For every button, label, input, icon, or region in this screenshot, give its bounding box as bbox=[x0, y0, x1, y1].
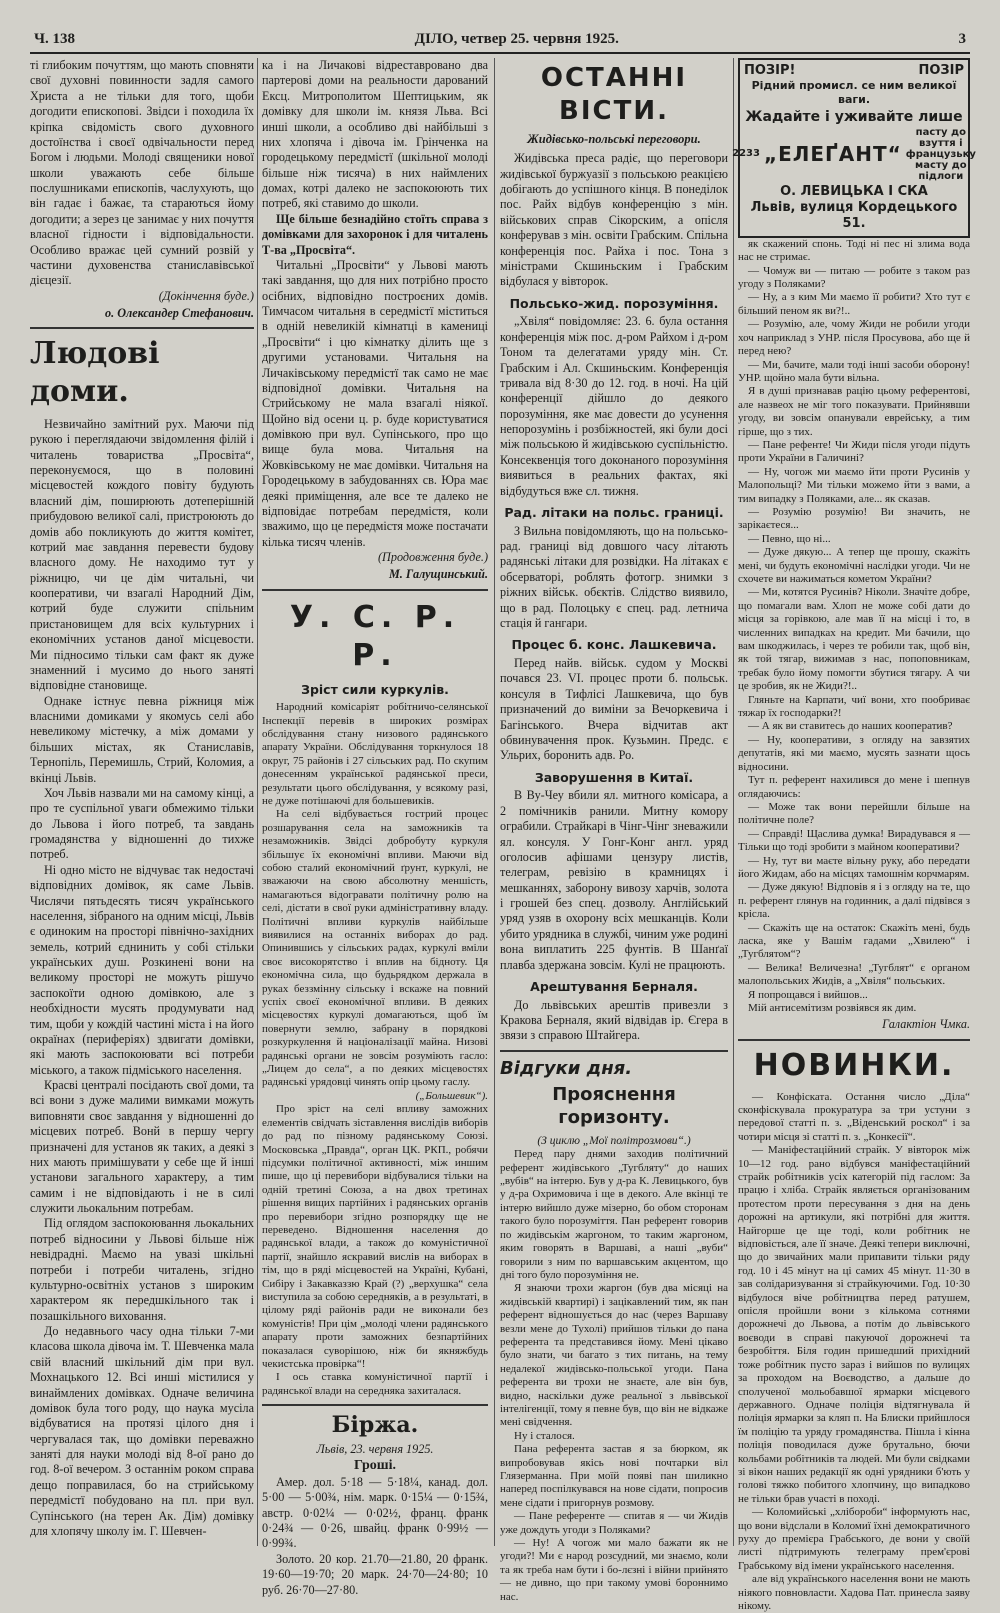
article-author: М. Галущинський. bbox=[388, 567, 488, 582]
section-divider bbox=[738, 1039, 970, 1041]
ad-address: Львів, вулиця Кордецького 51. bbox=[750, 200, 958, 232]
article-paragraph: — Ну! А чогож ми мало бажати як не угоди?! Ми є народ розсудний, ми знаємо, коли та як треба нам бути і бо-лєзні і війни прийнято — не дивно, що при такому умові бороннимо нас. bbox=[500, 1537, 728, 1603]
column-2 bbox=[262, 58, 488, 1597]
news-brief: але від українського населення вони не мають ніякого повновласти. Хадова Пат. принесла заяву нікому. bbox=[738, 1573, 970, 1613]
section-headline: Відгуки дня. bbox=[500, 1057, 633, 1079]
ad-brand: „ЕЛЕҐАНТ“ bbox=[763, 141, 902, 166]
column-1 bbox=[30, 58, 254, 1546]
section-divider bbox=[500, 1050, 728, 1052]
column-4 bbox=[732, 58, 976, 1613]
dialogue-line: — Дуже дякую... А тепер ще прошу, скажіть мені, чи будуть економічні наслідки угоди. Чи не схочете ви нажиматься кометом України? bbox=[738, 546, 970, 585]
section-headline: ОСТАННІ ВІСТИ. bbox=[540, 63, 688, 126]
dialogue-line: — Певно, що ні... bbox=[748, 532, 831, 545]
news-item-headline: Арештування Берналя. bbox=[530, 978, 698, 994]
news-item-text: Жидівська преса радіє, що переговори жидівської буржуазії з польською реакцією добігають до успішного кінця. В понеділок пос. Райх відбув конференцію з мін. військових справ Сікорским, а опісля конферував з мін. освіти Грабским. Спільна конференція пос. Райха і пос. Тона з міністрами Скшиньским і Грабским відбулася у вівторок. bbox=[500, 151, 728, 289]
section-divider bbox=[262, 1404, 488, 1406]
ad-attention-right: ПОЗІР bbox=[918, 63, 964, 78]
ad-tagline: Рідний промисл. се ним великої ваги. bbox=[751, 79, 957, 107]
section-divider bbox=[262, 589, 488, 591]
article-paragraph: Ще більше безнадійно стоїть справа з домівками для захоронок і для читалень Т-ва „Просвіта“. bbox=[262, 211, 488, 257]
newspaper-title-date: ДІЛО, четвер 25. червня 1925. bbox=[414, 31, 619, 47]
ad-attention-left: ПОЗІР! bbox=[744, 63, 796, 78]
dialogue-line: як скажений спонь. Тоді ні пес ні злима вода нас не стримає. bbox=[738, 237, 970, 264]
page-number: 3 bbox=[958, 31, 966, 47]
ad-company: О. ЛЕВИЦЬКА І СКА bbox=[780, 183, 928, 199]
news-item-text: „Хвіля“ повідомляє: 23. 6. була остання конференція між пос. д-ром Райхом і д-ром Тоном та делегатами уряду мін. Ст. Грабским і Ал. Скшиньским. Конференція тривала від 8·30 до 12. год. в ночі. На цій конференції дійшло до деякого порозуміння, яке має довести до усунення непорозумінь і розбіжностей, які були досі між польською й жидівською суспільністю. Консеквенція того доконаного порозуміння виявиться в реальних фактах, які відбудуться вже сл. тижня. bbox=[500, 314, 728, 498]
dialogue-line: — Ми, котятся Русинів? Ніколи. Значіте добре, що помагали вам. Хлоп не може собі дати до місця за горівкою, але мав її на місці і то, в численних випадках на кредит. Ми бачили, що вам шкоджилась, і через те робили так, щоб він, як той тягар, вижимав з нас, попоповникам, требак було йому помогти збутися тягару. А чи це зробив, як не Жиди?!.. bbox=[738, 586, 970, 693]
masthead bbox=[30, 26, 970, 54]
dialogue-line: — Скажіть ще на остаток: Скажіть мені, будь ласка, яке у Вашім гадами „Хвилею“ і „Тугблятом“? bbox=[738, 921, 970, 961]
issue-number: Ч. 138 bbox=[34, 31, 76, 47]
article-paragraph: На селі відбувається гострий процес розшарування села на заможників та незаможників. Звідсі добробуту куркуля збільшує їх економічні впливи. Маючи від собою сталий економічний ґрунт, куркулі, не зважаючи на свою абсолютну меншість, намагаються відогравати політичну ролю на селі, дістати в свої руки адміністративну владу. Політичні впливи куркулів найбільше виявилися на останніх виборах до рад. Опинившись у сільських радах, куркулі вміли своє високорятство і вплив на бідноту. Ця економічна сила, що будьрядком держала в руках беззмінну сільську і вскаже на повний успіх своєї економічної впливи. В деяких місцевостях куркулі домагаються, щоб їм повернути землю, забрану в порядкові розкуркулення й націоналізації майна. Низові радянські органи не зовсім розуміють гасло: „Лицем до села“, а по деяких місцевостях радянські урядовці чинять опір цьому гаслу. bbox=[262, 808, 488, 1089]
ad-product-note: пасту до взуття і французьку масту до підлоги bbox=[905, 126, 976, 182]
to-be-continued-note: (Докінчення буде.) bbox=[158, 288, 254, 303]
dialogue-line: Мій антисемітизм розвіявся як дим. bbox=[748, 1002, 917, 1014]
dialogue-line: — Ну, тут ви маєте вільну руку, або передати його Жидам, або на місцях тамошнім корчмарям. bbox=[738, 854, 970, 880]
article-paragraph: Красві централі посідають свої доми, та всі вони з дуже малими вимками можуть виповняти своє завдання у відношенні до місцевих потреб. Вонй в першу чергу призначені для установ як таких, а деякі з них мають примішувати у себе ще й інші установи загального характеру, а тим самим і не відповідають і не в силі служити льокальним потребам. bbox=[30, 1078, 254, 1216]
dialogue-line: — Пане рефенте! Чи Жиди після угоди підуть проти України в Галичині? bbox=[738, 438, 970, 465]
dialogue-line: — Велика! Величезна! „Тугблят“ є органом малопольських Жидів, а „Хвіля“ польських. bbox=[738, 961, 970, 988]
exchange-date: Львів, 23. червня 1925. bbox=[316, 1441, 434, 1456]
news-item-text: З Вильна повідомляють, що на польсько-рад. границі від довшого часу літають радянські літаки для розвідки. На літаках є обсерваторі, роблять фотогр. знимки з ріжних військ. обєктів. Слідство виявило, що в рад. Полоцьку є спец. рад. летнича стація й гангари. bbox=[500, 523, 728, 630]
news-brief: — Маніфестаційний страйк. У вівторок між 10—12 год. рано відбувся маніфестаційний страйк робітників усіх категорій під гаслом: За працю і хліба. Страйк являється організованим протестом проти пересування з дня на день дорожні на артикули, які потрібні для життя. Найгорше це ще тоді, коли робітник не відповісться, але її значе. Деякі тепери виключні, що до звичайних мали припавити тільки ряду год. 10 і 45 мінут на ці самих 45 мінут. 11·30 в зав солідаризування зі страйкуючими. Год. 10·30 відбулося віче робітництва перед ратушем, опісля пройшли вони з кількома сотнями дорожнечі до Львова, а потім до львівського воєводи в справі пакуючої дорожнечі та безробіття. Біля годин пришедший прихідний тоже робітник пусто зараз і вийшов по вулицях за проходом на Воєводство, а дальше до сполученої мольобавшої ярмарки місцевого державного. Одначе поліція відтягнувала й поліція ярмарки за кляп п. На Блиски прийшлося їм поліцію та уряду громадянства. Пішла і кінна поліція поводилася дуже брутально, бючи кольбами робітників та людей. Ми були свідками зі вікон наших редакції як одні урядники б'ють у голові тяжко побитого хлопчину, що випадково не тільки брав участі в поході. bbox=[738, 1144, 970, 1505]
article-paragraph: Хоч Львів назвали ми на самому кінці, а про те суспільної уваги обмежимо тільки до Львова і його потреб, та завдань громадянства у відношенні до тихже потреб. bbox=[30, 785, 254, 862]
news-item-headline: Польсько-жид. порозуміння. bbox=[509, 295, 719, 311]
article-paragraph: Про зріст на селі впливу заможних елементів свідчать зіставлення вислідів виборів до рад по пізному радянському Союзі. Московська „Правда“, орган ЦК. РКП., робячи підсумки політичної активності, між иншим пише, що ці перевибори відбувалися тільки на одній третині Союза, а на двох третинах рішення вищих партійних і радянських органів про перевибори згідно розпорядку ще не переведено. Відношення населення до радянської влади, а також до комуністичної партії, знайшло яскравий вислів на виборах в тім, що в ряді місцевостей на Україні, Кубані, Сибіру і Закавказзю Край (?) „верхушка“ села виступила за собою середняків, а в результаті, в цілому ряді районів ради не виконали без комуністів! При цім „молоді члени радянського апарату проти заможних безпартійних показалася суворішою, ніж би якняжбудь чекистська провірка“! bbox=[262, 1103, 488, 1370]
news-item-headline: Процес б. конс. Лашкевича. bbox=[511, 637, 717, 653]
feuilleton-author: Галактіон Чмка. bbox=[882, 1017, 970, 1032]
feuilleton-headline: Прояснення горизонту. bbox=[552, 1084, 676, 1129]
article-paragraph: До недавнього часу одна тільки 7-ми класова школа дівоча ім. Т. Шевченка мала свій власний шкільний дім при вул. Мохнацького 12. Всі инші містилися у винаймлених домівках. Одначе величина домівок була того роду, що наука мусіла відбуватися на протязі цілого дня і чергувалася так, що домівки переважно заняті для науки молоді від 8-ої рано до год. 8-ої вечером. З останнім роком справа дещо поправилася, бо на стрийському передмістї побудовано на пл. при вул. Супінського (на терен Ак. Дім) домівку для хлопячу школу ім. Г. Шевчен- bbox=[30, 1324, 254, 1538]
article-paragraph: — Пане референте — спитав я — чи Жидів уже дождуть угоди з Поляками? bbox=[500, 1510, 728, 1536]
dialogue-line: — Чомуж ви — питаю — робите з таком раз угоду з Поляками? bbox=[738, 264, 970, 291]
article-paragraph: Під оглядом заспокоювання льокальних потреб відносини у Львові більше ніж невідрадні. Маємо на увазі шкільні потреби і потреби читалень, згідно культурно-освітніх установ з широким характером як передшкільного так і позашкільного виховання. bbox=[30, 1216, 254, 1323]
dialogue-continuation bbox=[738, 238, 970, 1016]
source-note: („Большевик“). bbox=[415, 1089, 488, 1102]
article-paragraph: Народний комісаріят робітничо-селянської Інспекції перевів в широких розмірах обслідування стану низового радянського апарату України. Обслідування торкнулося 18 округ, 75 районів і 27 сільських рад. По скупим донесенням української радянської преси, результати цього обслідування, у всякому разі, не дуже потішаючі для большевиків. bbox=[262, 701, 488, 807]
article-paragraph: Читальні „Просвіти“ у Львові мають такі завдання, що для них потрібно просто осібних, відповідно построєних домів. Тимчасом читальня в середмістї міститься в одній невеликій кімнатці в камениці „Просвіти“ і цю кімнатку ділить ще з другими установами. Читальня на Личаківському передмістї так само не має відповідної домівки. Читальня на Стрийському не мала взагалі ніякої. Щойно від осени ц. р. буде користуватися домівкою при вул. Супінського, про що вище була мова. Читальня на Жовківському не має домівки. Читальня на Городецькому в забудованнях св. Юра має деякі приміщення, але все те далеко не відповідає потребам передмістя, коли зважимо, що це передмістя може постачати кілька тисяч членів. bbox=[262, 257, 488, 549]
dialogue-line: — Дуже дякую! Відповів я і з огляду на те, що п. референт глянув на годинник, а далі підвівся з крісла. bbox=[738, 881, 970, 921]
article-headline: Людові доми. bbox=[30, 336, 160, 410]
dialogue-line: Тут п. референт нахилився до мене і шепнув оглядаючись: bbox=[738, 774, 970, 800]
to-be-continued-note: (Продовження буде.) bbox=[378, 550, 488, 564]
article-paragraph: Перед пару днями заходив політичний референт жидівського „Тугбляту“ до наших „вубів“ на інтерю. Був у д-ра К. Левицького, був у д-ра Охримовича і ще в декого. Але вкінці те інтерю вийшло дуже мізерно, бо обом сторонам такого було порозуміття. Пан референт говорив по жидівськім жаргоном, то таким жаргоном, яким говорять в Варшаві, а наші „вуби“ говорили з ним по варшавським акцентом, що дні того було порозуміння не. bbox=[500, 1148, 728, 1281]
article-paragraph: Ну і сталося. bbox=[514, 1429, 575, 1442]
article-paragraph: ка і на Личакові відреставровано два партерові доми на реальности дарований Ексц. Митрополитом Шептицьким, як домівку для школи ім. князя Льва. Всі инші школи, а особливо дві найбільші з них хлопяча і дівоча ім. Грінченка на городецькому передмістї (шкільної молоді більше ніж тисяча) в них наймлених домах, котрі далеко не заспокоюють тих потреб, які ставимо до школи. bbox=[262, 58, 488, 211]
news-brief: — Конфіската. Остання число „Діла“ сконфіскувала прокуратура за три устуни з передової статті п. з. „Віденський роскол“ і за чотири місця зі статті п. з. „Конкесії“. bbox=[738, 1090, 970, 1143]
article-paragraph: І ось ставка комуністичної партії і радянської влади на середняка захиталася. bbox=[262, 1371, 488, 1397]
news-item-text: Перед найв. військ. судом у Москві почався 23. VI. процес проти б. польськ. консуля в Тифлісі Лашкевича, що був призначений до виміни за Вечоркевича і Багінського. Вчера відчитав акт обвинувачення прок. Кузьмин. Предс. є Ульрих, боронить адв. Ро. bbox=[500, 656, 728, 763]
section-headline: Біржа. bbox=[331, 1412, 419, 1439]
advertisement bbox=[732, 58, 976, 238]
dialogue-line: — Може так вони перейшли більше на політичне поле? bbox=[738, 800, 970, 827]
section-headline: У. С. Р. Р. bbox=[289, 599, 461, 673]
dialogue-line: Гляньте на Карпати, чиї вони, хто пообриває тяжар їх господарки?! bbox=[738, 693, 970, 720]
dialogue-line: — Розумію, але, чому Жиди не робили угоди хоч наприклад з УНР. після Просувова, або ще й перед нею? bbox=[738, 318, 970, 358]
dialogue-line: — Ми, бачите, мали тоді інші засоби оборону! УНР. щойно мала бути вільна. bbox=[738, 358, 970, 384]
news-brief: — Коломийські „хлібороби“ інформують нас, що вони відслали в Коломиї їхні демократичного руху до премієра Грабського, де вони у своїй листі підтримують телеграму прем'єрові Грабському від імени українського населення. bbox=[738, 1506, 970, 1572]
dialogue-line: — Ну, кооперативи, з огляду на завзятих депутатів, які ми маємо, мусять зазнати щось відносини. bbox=[738, 733, 970, 773]
column-divider bbox=[494, 58, 495, 1546]
news-item-text: В Ву-Чеу вбили ял. митного комісара, а 2 помічників ранили. Митну комору ограбили. Страйкарі в Чінг-Чінг зневажили ял. консуля. У Гонг-Конг англ. уряд оголосив афішами цензуру листів, телеграм, ревізію в крамницях і мешканнях, заборону вивозу харчів, золота і грошей без спец. дозволу. Англійський уряд узяв в охорону всіх мешканців. Коли убито урядника в службі, чиним уже родині вона виплатить 225 фунтів. В Шанґаї плавба здержана зовсім. Кулі не працюють. bbox=[500, 788, 728, 972]
section-headline: НОВИНКИ. bbox=[753, 1047, 955, 1083]
column-divider bbox=[257, 58, 258, 1546]
ad-call-to-action: Жадайте і уживайте лише bbox=[745, 109, 963, 126]
article-author: о. Олександер Стефанович. bbox=[105, 306, 254, 320]
article-paragraph: ті глибоким почуттям, що мають сповняти свої духовні повинности задля самого Христа а не тільки для того, щоби догодити епископові. Звідси і походила їх кріпка свідомість свого духовного достоїнства і своєї одвічальности перед Богом і людьми. Молоді священики нової школи уважають себе більше послушниками епископів, часлухують, що він гадає і бажає, та стараються йому догодити; а зерез це занимає у них почуття власної гідности і відповідальности. Особливо вражає цей сумний розвій у частини духовенства станиславівської дієцезії. bbox=[30, 58, 254, 288]
news-item-headline: Рад. літаки на польс. границі. bbox=[504, 504, 724, 520]
section-divider bbox=[30, 327, 254, 329]
news-item-text: До львівських арештів привезли з Кракова Берналя, який відвідав ір. Єгера в звязи з справою Штайгера. bbox=[500, 997, 728, 1043]
exchange-subheadline: Гроші. bbox=[353, 1458, 397, 1474]
dialogue-line: — Ну, а з ким Ми маємо її робити? Хто тут є більший пеном як ви?!.. bbox=[738, 291, 970, 317]
exchange-rates-gold: Золото. 20 кор. 21.70—21.80, 20 франк. 19·60—19·70; 20 марк. 24·70—24·80; 10 руб. 26·70—27·80. bbox=[262, 1551, 488, 1597]
ad-code: 2233 bbox=[732, 147, 760, 159]
dialogue-line: — Розумію розумію! Ви значить, не зарікаєтеся... bbox=[738, 505, 970, 532]
dialogue-line: Я в душі признавав рацію цьому референтові, але назвеох не міг того показувати. Прийнявши угоду, ви зовсім опанували еврейську, а тим гірше, що з тих. bbox=[738, 385, 970, 438]
article-paragraph: Однаке істнує певна ріжниця між власними домиками у якомусь селі або невеликому містечку, а між домами у більших містах, як Станиславів, Тернопіль, Перемишль, Стрий, Коломия, а вкінці Львів. bbox=[30, 693, 254, 785]
news-item-headline: Жидівсько-польські переговори. bbox=[527, 131, 701, 146]
article-paragraph: Ні одно місто не відчуває так недостачі відповідних домівок, як саме Львів. Числячи пятьдесять тисяч українського населення, зібраного на одним місці, Львів є одиноким на просторі північно-західних земель, котрий єднинить у собі стільки українських душ. Розкинені вони на великому просторі не можуть рішучо заспокоїти одною домівкою, але з необхідности мусять продумувати над тим, щоби у кождій частині міста і на його окраїнах (периферіях) здвигати домівки, які мають заспокоювати всі потреби міського, а також підміського населення. bbox=[30, 862, 254, 1077]
exchange-rates-money: Амер. дол. 5·18 — 5·18¼, канад. дол. 5·00 — 5·00¾, нім. марк. 0·15¼ — 0·15¾, австр. 0·02¼ — 0·02½, франц. франк 0·24¾ — 0·26, швайц. франк 0·99½ — 0·99¾. bbox=[262, 1474, 488, 1551]
dialogue-line: — А як ви ставитесь до наших кооператив? bbox=[748, 720, 953, 733]
article-paragraph: Я знаючи трохи жаргон (був два місяці на жидівській квартирі) і зацікавлений тим, як пан референт відношується до нас (через Варшаву везли мене до Тухолі) прийшов тільки до пана референта та представився йому. Мені цікаво було знати, чи багато з тих питань, на тему недалекої жидівсько-польської угоди. Пана референта ви трохи не знаєте, але він був, видно, наскільки дуже реальної з львівської інтелігенції, тому я певне був, що він не відкаже мені свідчення. bbox=[500, 1282, 728, 1429]
feuilleton-subtitle: (З циклю „Мої політрозмови“.) bbox=[537, 1134, 691, 1147]
dialogue-line: — Справді! Щаслива думка! Вирадувався я — Тільки що тоді зробити з майном кооперативи? bbox=[738, 827, 970, 854]
news-item-headline: Заворушення в Китаї. bbox=[534, 769, 694, 785]
dialogue-line: — Ну, чогож ми маємо йти проти Русинів у Малопольщі? Ми тільки можемо йти з вами, а тим випадку з Поляками, але... як сказав. bbox=[738, 465, 970, 505]
article-paragraph: Незвичайно замітний рух. Маючи під рукою і переглядаючи звідомлення філій і читалень товариства „Просвіта“, переконуємося, що в половині місцевостей кождого повіту будують власний дім, поширюють дотеперішній прибудовою великої салі, пристроюють до домів або покликують до життя комітет, котрий має завдання перевести будову власного дому. Не находимо тут у ріжницю, чи це дім читальні, чи кооперативи, чи взагалі Народний Дім, котрий буде служити спільним пристановищем для всіх культурних і економічних установ даної місцевости. Ми підносимо тільки сам факт як дуже знаменний і мусимо до нього занятi відповідне становище. bbox=[30, 416, 254, 693]
article-subheadline: Зріст сили куркулів. bbox=[301, 682, 449, 698]
column-3 bbox=[500, 58, 728, 1603]
dialogue-line: Я попрощався і вийшов... bbox=[748, 988, 868, 1001]
column-divider bbox=[733, 58, 734, 1546]
article-paragraph: Пана референта застав я за бюрком, як випробовував якісь нові почтарки віл Глязерманна. При моїй появі пан шиликно наперед поспілкувався на нове сідати, попросив мене сідати і пригорнув розмову. bbox=[500, 1443, 728, 1509]
